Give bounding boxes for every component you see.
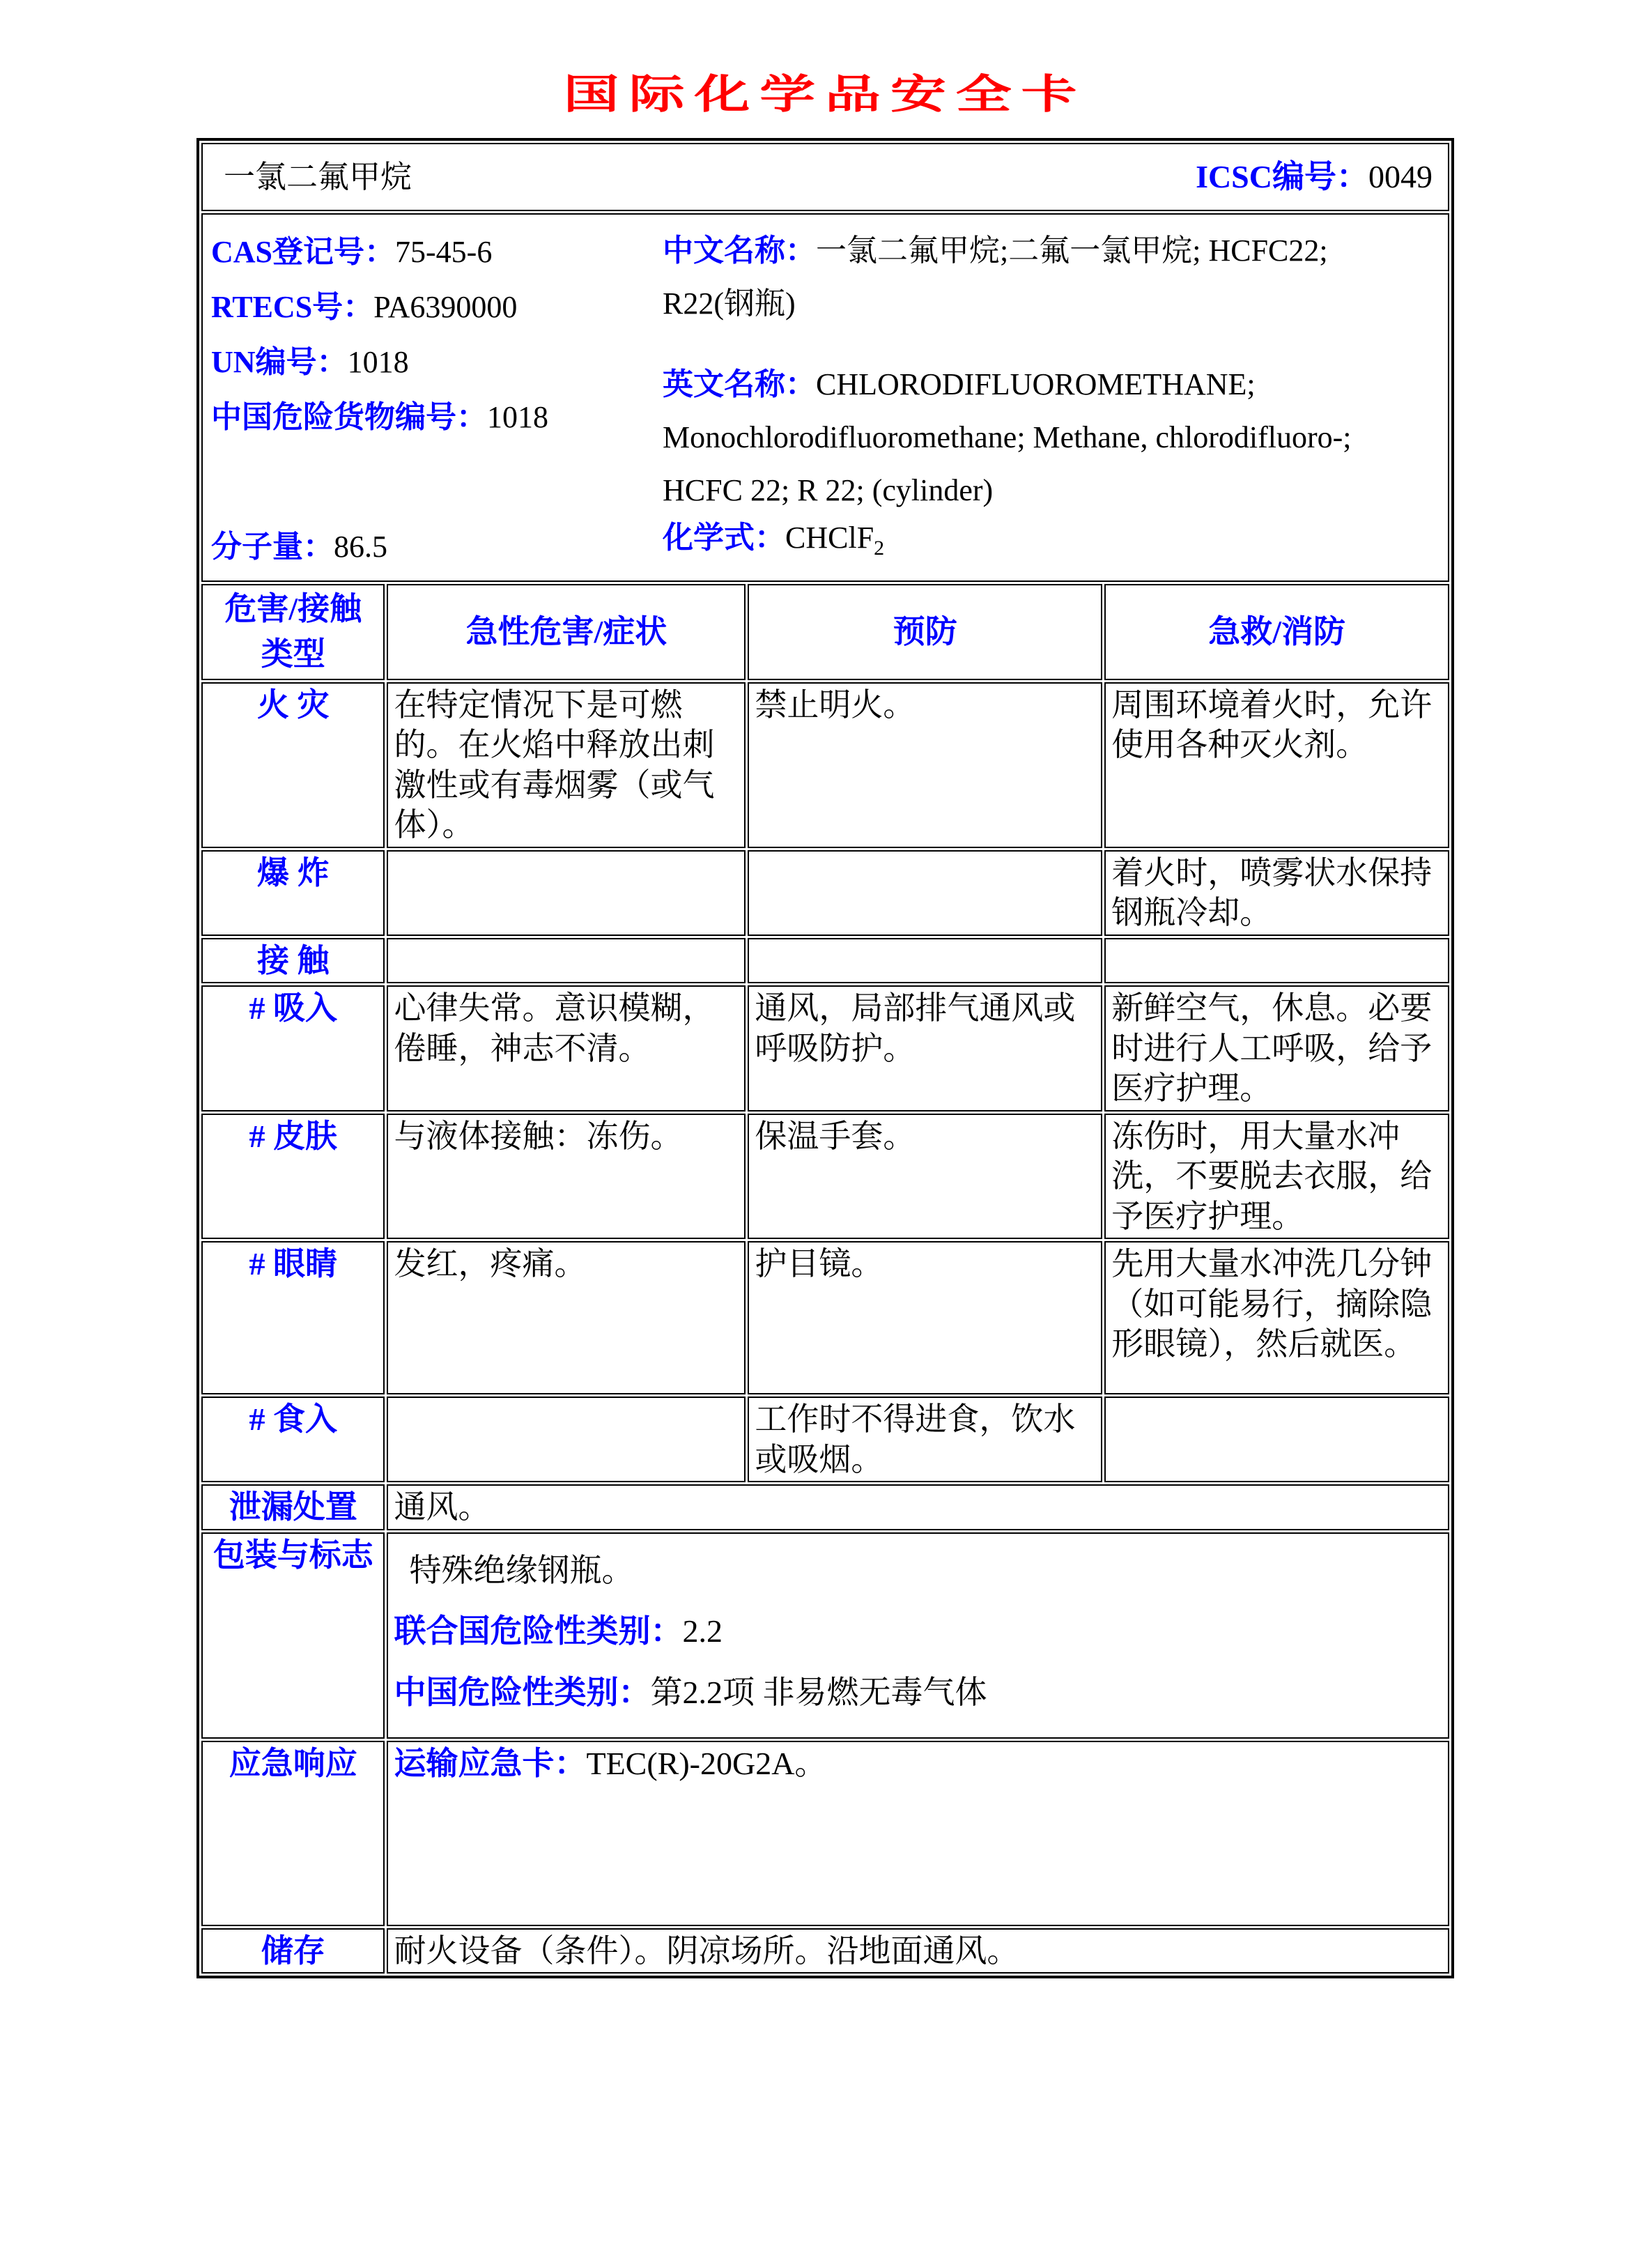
explosion-label: 爆 炸: [201, 850, 385, 936]
packaging-special-note: 特殊绝缘钢瓶。: [409, 1552, 634, 1588]
un-value: 1018: [347, 345, 409, 379]
chinese-name-line: [663, 224, 1412, 330]
formula-subscript: 2: [874, 536, 885, 560]
fire-symptoms: 在特定情况下是可燃的。在火焰中释放出刺激性或有毒烟雾（或气体）。: [387, 682, 746, 848]
identification-row: [201, 213, 1449, 582]
transport-card-value: TEC(R)-20G2A。: [586, 1745, 827, 1781]
molecular-weight-value: 86.5: [334, 529, 387, 564]
skin-prevention: 保温手套。: [748, 1114, 1102, 1240]
un-hazard-class-value: 2.2: [682, 1613, 723, 1649]
ingestion-response: [1104, 1397, 1449, 1482]
formula-value: CHClF: [785, 521, 874, 555]
contact-label: 接 触: [201, 938, 385, 984]
hazard-row-inhalation: [201, 985, 1449, 1112]
packaging-content: [387, 1532, 1449, 1739]
contact-symptoms: [387, 938, 746, 984]
cas-label: CAS登记号：: [211, 235, 396, 269]
skin-label: # 皮肤: [201, 1114, 385, 1240]
section-row-packaging: [201, 1532, 1449, 1739]
hazard-row-skin: [201, 1114, 1449, 1240]
english-name-label: 英文名称：: [663, 367, 816, 401]
fire-response: 周围环境着火时，允许使用各种灭火剂。: [1104, 682, 1449, 848]
identification-right-column: [663, 224, 1412, 572]
identification-cell: [201, 213, 1449, 582]
cn-hazard-class-label: 中国危险性类别：: [394, 1674, 651, 1710]
english-name-line: [663, 358, 1412, 517]
un-hazard-class-label: 联合国危险性类别：: [394, 1613, 683, 1649]
card-header-cell: [201, 143, 1449, 211]
eyes-prevention: 护目镜。: [748, 1241, 1102, 1394]
explosion-symptoms: [387, 850, 746, 936]
section-row-emergency: [201, 1741, 1449, 1926]
hazard-row-fire: [201, 682, 1449, 848]
hazard-row-explosion: [201, 850, 1449, 936]
english-name-value: CHLORODIFLUOROMETHANE; Monochlorodifluoromethane; Methane, chlorodifluoro-; HCFC 22; R 22; (cylinder): [663, 367, 1352, 507]
inhalation-label: # 吸入: [201, 985, 385, 1112]
title-container: [196, 61, 1454, 120]
header-hazard-type: 危害/接触 类型: [201, 584, 385, 680]
inhalation-response: 新鲜空气，休息。必要时进行人工呼吸，给予医疗护理。: [1104, 985, 1449, 1112]
eyes-symptoms: 发红，疼痛。: [387, 1241, 746, 1394]
fire-prevention: 禁止明火。: [748, 682, 1102, 848]
explosion-prevention: [748, 850, 1102, 936]
molecular-weight-line: [211, 526, 663, 572]
chemical-formula-line: [663, 517, 1412, 572]
icsc-card-table: [196, 138, 1454, 1978]
contact-prevention: [748, 938, 1102, 984]
cas-value: 75-45-6: [395, 235, 493, 269]
section-row-spill: [201, 1484, 1449, 1530]
cn-hazard-class-value: 第2.2项 非易燃无毒气体: [650, 1674, 987, 1710]
chemical-name: 一氯二氟甲烷: [224, 159, 412, 194]
skin-symptoms: 与液体接触：冻伤。: [387, 1114, 746, 1240]
formula-label: 化学式：: [663, 521, 785, 555]
ingestion-symptoms: [387, 1397, 746, 1482]
storage-label: 储存: [201, 1928, 385, 1974]
explosion-response: 着火时，喷雾状水保持钢瓶冷却。: [1104, 850, 1449, 936]
molecular-weight-label: 分子量：: [211, 529, 334, 564]
hazard-row-contact: [201, 938, 1449, 984]
contact-response: [1104, 938, 1449, 984]
chinese-name-value: 一氯二氟甲烷;二氟一氯甲烷; HCFC22; R22(钢瓶): [663, 233, 1328, 321]
icsc-number-label: ICSC编号：: [1196, 159, 1368, 195]
rtecs-value: PA6390000: [373, 290, 518, 324]
hazard-row-eyes: [201, 1241, 1449, 1394]
hazard-row-ingestion: [201, 1397, 1449, 1482]
un-label: UN编号：: [211, 345, 348, 379]
emergency-label: 应急响应: [201, 1741, 385, 1926]
storage-content: 耐火设备（条件）。阴凉场所。沿地面通风。: [387, 1928, 1449, 1974]
un-hazard-class-line: [394, 1611, 1442, 1652]
header-first-aid: 急救/消防: [1104, 584, 1449, 680]
ingestion-prevention: 工作时不得进食，饮水或吸烟。: [748, 1397, 1102, 1482]
cn-hazard-class-line: [394, 1672, 1442, 1713]
un-number-line: [211, 334, 663, 390]
spill-label: 泄漏处置: [201, 1484, 385, 1530]
cas-number-line: [211, 224, 663, 279]
section-row-storage: [201, 1928, 1449, 1974]
rtecs-number-line: [211, 279, 663, 334]
icsc-number-value: 0049: [1368, 159, 1433, 195]
inhalation-symptoms: 心律失常。意识模糊，倦睡，神志不清。: [387, 985, 746, 1112]
card-header-row: [201, 143, 1449, 211]
emergency-content: [387, 1741, 1449, 1926]
hazard-table-header-row: [201, 584, 1449, 680]
cn-dangerous-goods-line: [211, 390, 663, 445]
eyes-response: 先用大量水冲洗几分钟（如可能易行，摘除隐形眼镜），然后就医。: [1104, 1241, 1449, 1394]
chinese-name-label: 中文名称：: [663, 233, 816, 268]
header-prevention: 预防: [748, 584, 1102, 680]
packaging-label: 包装与标志: [201, 1532, 385, 1739]
transport-card-label: 运输应急卡：: [394, 1745, 587, 1781]
rtecs-label: RTECS号：: [211, 290, 374, 324]
identification-left-column: [211, 224, 663, 572]
spill-content: 通风。: [387, 1484, 1449, 1530]
page-title: 国际化学品安全卡: [564, 72, 1087, 117]
cn-dangerous-goods-label: 中国危险货物编号：: [211, 400, 487, 434]
skin-response: 冻伤时，用大量水冲洗，不要脱去衣服，给予医疗护理。: [1104, 1114, 1449, 1240]
header-symptoms: 急性危害/症状: [387, 584, 746, 680]
icsc-number: [1196, 157, 1433, 197]
cn-dangerous-goods-value: 1018: [487, 400, 548, 434]
inhalation-prevention: 通风，局部排气通风或呼吸防护。: [748, 985, 1102, 1112]
eyes-label: # 眼睛: [201, 1241, 385, 1394]
ingestion-label: # 食入: [201, 1397, 385, 1482]
fire-label: 火 灾: [201, 682, 385, 848]
